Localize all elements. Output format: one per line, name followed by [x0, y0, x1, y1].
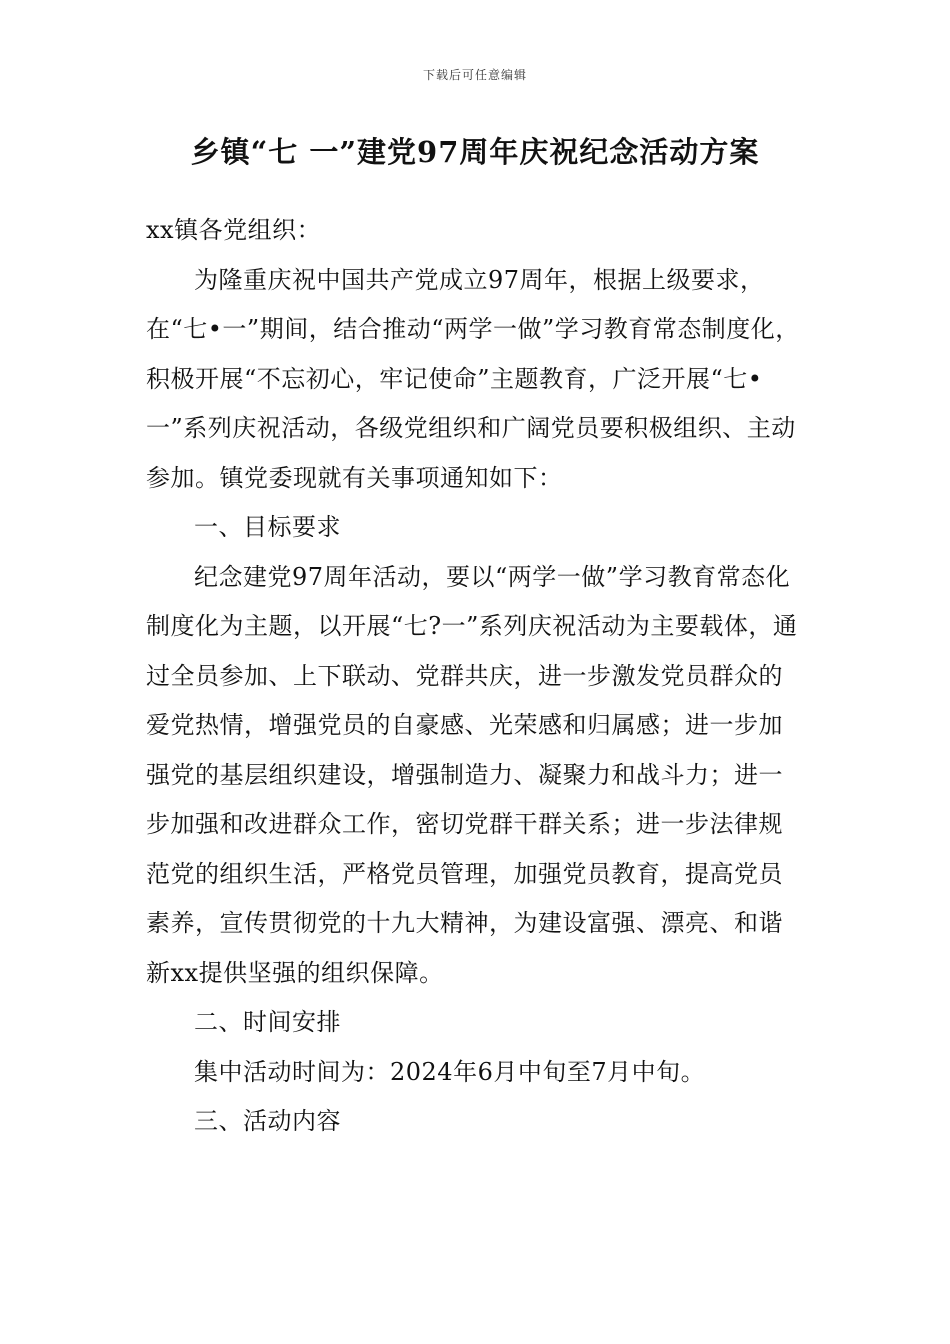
section-1-heading: 一、目标要求 [194, 513, 341, 541]
intro-paragraph: 为隆重庆祝中国共产党成立97周年，根据上级要求，在“七•一”期间，结合推动“两学一做”学习教育常态制度化，积极开展“不忘初心，牢记使命”主题教育，广泛开展“七•一”系列庆祝活动，各级党组织和广阔党员要积极组织、主动参加。镇党委现就有关事项通知如下： [146, 265, 800, 492]
salutation: xx镇各党组织： [146, 216, 322, 244]
section-2-heading: 二、时间安排 [194, 1008, 341, 1036]
header-note: 下载后可任意编辑 [422, 68, 527, 82]
section-3-heading: 三、活动内容 [194, 1107, 341, 1135]
section-2-paragraph: 集中活动时间为：2024年6月中旬至7月中旬。 [194, 1057, 706, 1086]
section-1-paragraph: 纪念建党97周年活动，要以“两学一做”学习教育常态化制度化为主题，以开展“七?一”系列庆祝活动为主要载体，通过全员参加、上下联动、党群共庆，进一步激发党员群众的爱党热情，增强党员的自豪感、光荣感和归属感；进一步加强党的基层组织建设，增强制造力、凝聚力和战斗力；进一步加强和改进群众工作，密切党群干群关系；进一步法律规范党的组织生活，严格党员管理，加强党员教育，提高党员素养，宣传贯彻党的十九大精神，为建设富强、漂亮、和谐新xx提供坚强的组织保障。 [146, 562, 798, 987]
document-body [146, 206, 806, 1147]
document-title: 乡镇“七 一”建党97周年庆祝纪念活动方案 [190, 135, 760, 169]
